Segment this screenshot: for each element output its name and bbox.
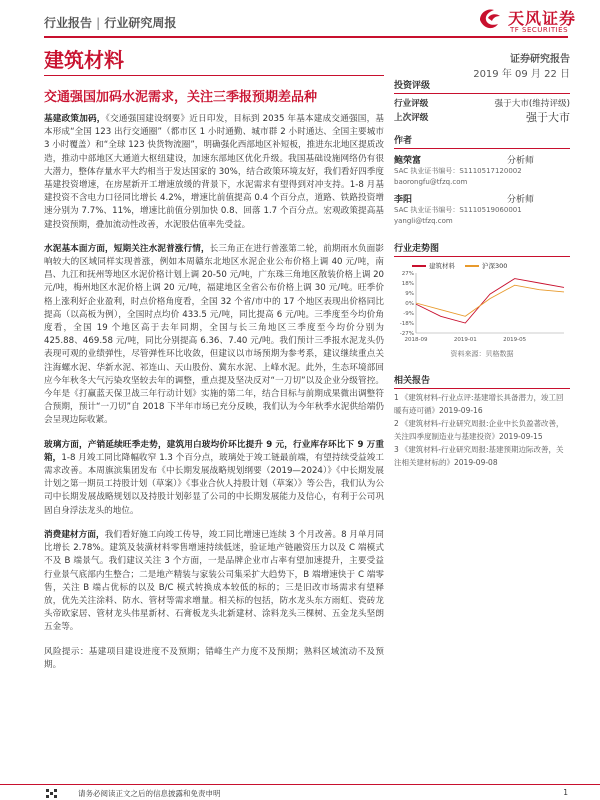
analyst-email[interactable]: baorongfu@tfzq.com (394, 178, 468, 186)
chart-source: 资料来源：贝格数据 (450, 350, 514, 358)
report-title: 交通强国加码水泥需求，关注三季报预期差品种 (44, 90, 318, 105)
paragraph-consumer-materials (44, 529, 384, 635)
y-tick-label: 27% (401, 271, 414, 277)
legend-label: 建筑材料 (429, 262, 455, 270)
rating-label: 上次评级 (394, 113, 429, 123)
x-tick-label: 2018-09 (404, 337, 428, 343)
breadcrumb-item-report: 行业报告 (44, 16, 93, 30)
paragraph-body: 风险提示：基建项目建设进度不及预期；错峰生产力度不及预期；熟料区域流动不及预期。 (44, 646, 384, 670)
report-date: 2019 年 09 月 22 日 (473, 69, 570, 80)
analyst-sac: SAC 执业证书编号：S1110519060001 (394, 206, 522, 214)
legend-label: 沪深300 (482, 262, 508, 270)
footer-mark-icon (46, 789, 58, 798)
related-number: 2 (394, 419, 399, 428)
rating-value: 强于大市(维持评级) (494, 99, 570, 109)
y-tick-label: 18% (401, 281, 414, 287)
paragraph-lead: 基建政策加码， (44, 114, 106, 124)
paragraph-risk (44, 646, 384, 672)
x-tick-label: 2019-01 (453, 337, 477, 343)
footer-disclaimer: 请务必阅读正文之后的信息披露和免责申明 (78, 789, 221, 798)
analyst-card (394, 153, 570, 188)
paragraph-body: 《交通强国建设纲要》近日印发，目标到 2035 年基本建成交通强国，基本形成“全国 123 出行交通圈”（都市区 1 小时通勤、城市群 2 小时通达、全国主要城市 3 小时覆盖）和“全球 123 快货物流圈”，明确强化西部地区补短板，推进东北地区提质改造，推动中部地区大通道大枢纽建设，加速东部地区优化升级。我国基础设施网络仍有很大潜力，整体存量水平大约相当于发达国家的 30%，结合政策环境友好，我们看好四季度基建投资增速，在房屋新开工增速放缓的背景下，水泥需求有望得到对冲支持。1-8 月基建投资不含电力口径同比增长 4.2%，增速比前值提高 0.4 个百分点，道路、铁路投资增速分别为 7.7%、11%，增速比前值分别加快 0.8、回落 1.7 个百分点。宏观政策提高基建投资预期，叠加流动性改善，水泥股估值率先受益。 (44, 114, 384, 230)
y-tick-label: 9% (405, 291, 414, 297)
logo-text-cn: 天风证券 (508, 9, 577, 28)
rating-row-previous (394, 111, 570, 125)
series-line (416, 279, 564, 323)
related-number: 1 (394, 393, 399, 402)
y-tick-label: -27% (399, 331, 414, 337)
paragraph-body: 1-8 月竣工同比降幅收窄 1.3 个百分点，玻璃处于竣工链最前端，有望持续受益竣工需求改善。本周旗滨集团发布《中长期发展战略规划纲要（2019—2024）》《中长期发展计划之第一期员工持股计划（草案）》《事业合伙人持股计划（草案）》等公告，我们认为公司中长期发展战略规划以及持股计划彰显了公司的中长期发展能力及信心，有利于公司巩固自身浮法龙头的地位。 (44, 452, 384, 516)
x-tick-label: 2019-05 (503, 337, 527, 343)
company-logo (476, 4, 576, 40)
legend-swatch-sector (412, 265, 426, 267)
rating-row-industry (394, 97, 570, 111)
rating-label: 行业评级 (394, 99, 429, 109)
author-heading: 作者 (394, 133, 570, 149)
legend-swatch-index (465, 265, 479, 267)
series-line (416, 285, 564, 316)
paragraph-body: 长三角正在进行普涨第二轮，前期雨水负面影响较大的区域同样实现普涨，例如本周赣东北地区水泥企业公布价格上调 40 元/吨，南昌、九江和抚州等地区水泥价格计划上调 20-50 元/吨，广东珠三角地区散装价格上调 20 元/吨，梅州地区水泥价格上调 20 元/吨，福建地区全省公布价格上调 30 元/吨。旺季价格上涨利好企业盈利，时点价格角度看，全国 32 个省/市中的 17 个地区表现出价格同比提高（以高板为例），全国时点均价 433.5 元/吨，同比提高 6 元/吨。三季度至今均价角度看，全国 19 个地区高于去年同期，全国与长三角地区三季度至今均价分别为 425.88、469.58 元/吨，同比分别提高 6.36、7.40 元/吨。我们预计三季报水泥龙头仍表现可观的业绩弹性，尽管弹性环比收敛，但建议以市场预期为参考系，建议继续重点关注海螺水泥、华新水泥、祁连山、天山股份、冀东水泥、上峰水泥。此外，生态环境部回应今年秋冬大气污染攻坚较去年的调整，重点提及坚决反对“一刀切”以及企业分级管控。今年是《打赢蓝天保卫战三年行动计划》实施的第二年，结合目标与前期成果微出调整符合预期，预计“一刀切”自 2018 下半年市场已充分反映，我们认为今年秋季水泥供给端仍会呈现边际收紧。 (44, 243, 384, 426)
y-tick-label: 0% (405, 301, 414, 307)
sidebar (394, 78, 570, 470)
analyst-card (394, 192, 570, 227)
related-number: 3 (394, 445, 399, 454)
report-header (0, 0, 600, 40)
related-text: 《建筑材料-行业研究周报:基建预期边际改善，关注相关建材标的》2019-09-08 (394, 445, 564, 467)
logo-text-en: TF SECURITIES (510, 26, 569, 34)
legend-item (412, 261, 455, 270)
header-divider (44, 36, 568, 38)
page-number: 1 (563, 788, 568, 797)
trend-chart-svg (394, 261, 570, 347)
analyst-name: 鲍荣富 (394, 156, 422, 166)
related-text: 《建筑材料-行业点评:基建增长具备潜力，竣工回暖有迹可循》2019-09-16 (394, 393, 564, 415)
paragraph-glass (44, 439, 384, 518)
main-column (44, 86, 384, 683)
sector-title: 建筑材料 (44, 48, 124, 72)
paragraph-lead: 消费建材方面， (44, 529, 105, 540)
related-report[interactable] (394, 418, 570, 443)
y-tick-label: -18% (399, 321, 414, 327)
analyst-role: 分析师 (506, 195, 534, 205)
breadcrumb-separator: | (96, 16, 101, 30)
paragraph-lead: 玻璃方面，产销延续旺季走势，建筑用白玻均价环比提升 9 元，行业库存环比下 9 万重箱， (44, 439, 384, 463)
paragraph-body: 我们看好施工向竣工传导，竣工同比增速已连续 3 个月改善。8 月单月同比增长 2.78%。建筑及装潢材料零售增速持续低迷，验证地产链融资压力以及 C 端模式不及 B 端景气。我们建议关注 3 个方面，一是品牌企业市占率有望加速提升，主要受益行业景气底部内生整合；二是地产精装与家装公司集采扩大趋势下，B 端增速快于 C 端零售，关注 B 端占优标的以及 B/C 模式转换成本较低的标的；三是旧改市场需求有望释放，优先关注涂料、防水、管材等需求增量。相关标的包括，防水龙头东方雨虹、瓷砖龙头帝欧家居、管材龙头伟星新材、石膏板龙头北新建材、涂料龙头三棵树、五金龙头坚朗五金等。 (44, 529, 384, 633)
rating-heading: 投资评级 (394, 78, 570, 94)
breadcrumb-item-weekly: 行业研究周报 (104, 16, 177, 30)
analyst-name: 李阳 (394, 195, 413, 205)
paragraph-infrastructure (44, 113, 384, 232)
trend-chart (394, 261, 570, 347)
related-report[interactable] (394, 444, 570, 469)
paragraph-cement (44, 243, 384, 428)
paragraph-lead: 水泥基本面方面，短期关注水泥普涨行情， (44, 243, 210, 254)
page-footer (0, 784, 600, 800)
y-tick-label: -9% (403, 311, 414, 317)
analyst-role: 分析师 (506, 156, 534, 166)
related-text: 《建筑材料-行业研究周报:企业中长负盈著改善，关注四季度制造业与基建投资》2019-09-15 (394, 419, 564, 441)
related-report[interactable] (394, 392, 570, 417)
chart-legend (412, 261, 507, 270)
report-type: 证券研究报告 (510, 54, 570, 65)
legend-item (465, 261, 507, 270)
sector-divider (44, 75, 384, 76)
trend-heading: 行业走势图 (394, 241, 570, 257)
analyst-sac: SAC 执业证书编号：S1110517120002 (394, 167, 522, 175)
analyst-email[interactable]: yangli@tfzq.com (394, 217, 453, 225)
related-heading: 相关报告 (394, 373, 570, 389)
rating-value: 强于大市 (526, 111, 570, 124)
breadcrumb (44, 14, 176, 31)
logo-mark-icon (476, 6, 504, 34)
